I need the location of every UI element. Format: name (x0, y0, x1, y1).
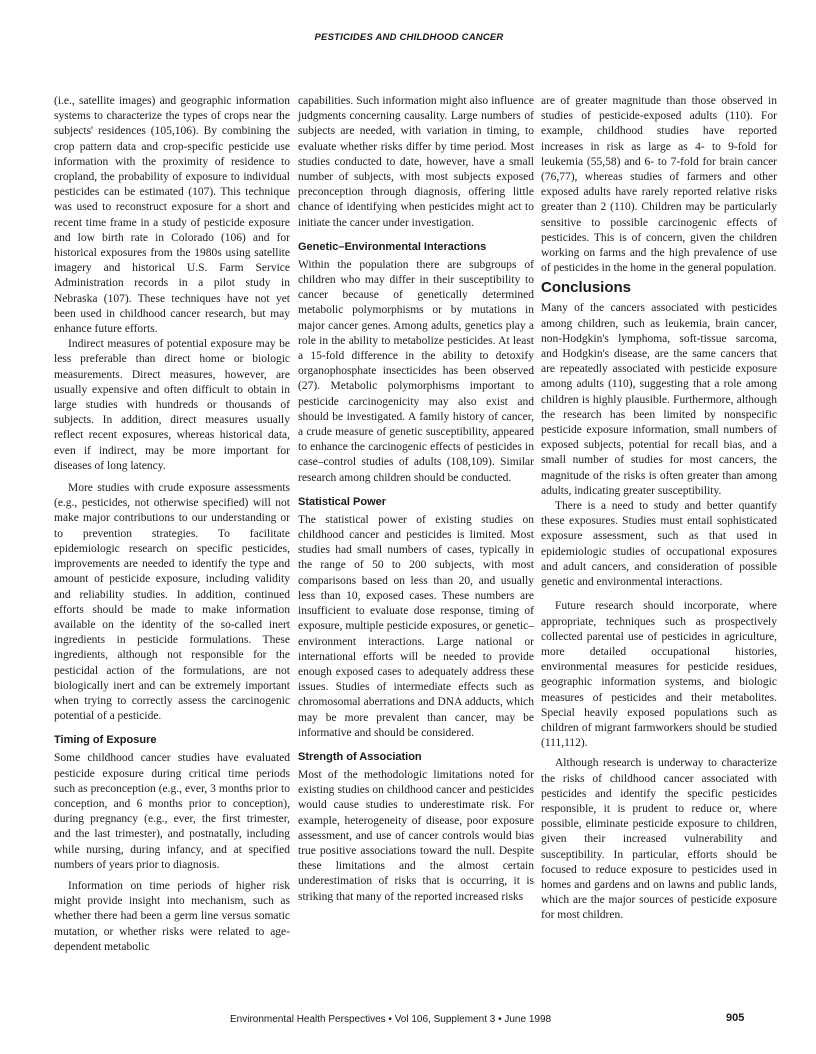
paragraph: Some childhood cancer studies have evaluated pesticide exposure during critical time periods such as preconception (e.g., ever, 3 months prior to conception, and 6 months prior to conception), during pregnancy (e.g., ever, the first trimester, and the last trimester), and postnatally, including while nursing, during infancy, and at specified numbers of years prior to diagnosis. (54, 752, 290, 871)
paragraph: Most of the methodologic limitations noted for existing studies on childhood cancer and pesticides would cause studies to underestimate risk. For example, heterogeneity of disease, poor exposure assessment, and use of cancer controls would bias true positive associations toward the null. Despite these limitations and the almost certain underestimation of risks that is occurring, it is striking that many of the reported increased risks (298, 768, 534, 903)
column-3 (541, 94, 777, 924)
column-1 (54, 94, 290, 955)
paragraph: Although research is underway to characterize the risks of childhood cancer associated with pesticides and identify the specific pesticides responsible, it is prudent to reduce or, where possible, eliminate pesticide exposure to children, given their increased vulnerability and susceptibility. In particular, efforts should be focused to reduce exposure to pesticides used in homes and gardens and on lawns and public lands, which are the major sources of pesticide exposure for most children. (541, 757, 777, 922)
paragraph: There is a need to study and better quantify these exposures. Studies must entail sophisticated exposure assessment, such as that used in epidemiologic studies of occupational exposures and adult cancers, and consideration of possible genetic and environmental interactions. (541, 500, 777, 589)
paragraph: Indirect measures of potential exposure may be less preferable than direct home or biologic measurements. Direct measures, however, are usually expensive and often difficult to obtain in large studies with hundreds or thousands of subjects. In addition, direct measures usually reflect recent exposures, whereas historical data, even if indirect, may be more important for diseases of long latency. (54, 338, 290, 472)
paragraph: capabilities. Such information might also influence judgments concerning causality. Large numbers of subjects are needed, with variation in timing, to evaluate whether risks differ by time period. Most studies conducted to date, however, have a small number of subjects, with most subjects exposed preconception through diagnosis, offering little chance of identifying when pesticides might act to initiate the cancer under investigation. (298, 95, 534, 229)
paragraph: The statistical power of existing studies on childhood cancer and pesticides is limited. Most studies had small numbers of cases, typically in the range of 50 to 200 subjects, with most comparisons based on less than 20, and usually less than 10, exposed cases. These numbers are insufficient to evaluate dose response, timing of exposure, multiple pesticide exposures, or genetic–environment interactions. Large national or international efforts will be needed to provide enough exposed cases to adequately address these issues. Studies of intermediate effects such as chromosomal aberrations and DNA adducts, which may be more prevalent than cancer, may be informative and should be considered. (298, 513, 534, 739)
paragraph: (i.e., satellite images) and geographic information systems to characterize the types of crops near the subjects' residences (105,106). By combining the crop pattern data and crop-specific pesticide use information with the proximity of residence to cropland, the probability of exposure to individual pesticides can be estimated (107). This technique was used to reconstruct exposure for a short and recent time frame in a study of pesticide exposure and low birth rate in Colorado (106) and for historical exposures from the 1980s using satellite imagery and historical U.S. Farm Service Administration records in a pilot study in Nebraska (107). These techniques have not yet been used in childhood cancer research, but may enhance future efforts. (54, 95, 290, 336)
section-heading-timing: Timing of Exposure (54, 734, 157, 747)
paragraph: Information on time periods of higher risk might provide insight into mechanism, such as whether there had been a germ line versus somatic mutation, or whether risks were related to age-dependent metabolic (54, 879, 290, 953)
paragraph: are of greater magnitude than those observed in studies of pesticide-exposed adults (110). For example, childhood studies have reported increases in risk as large as 4- to 9-fold for leukemia (55,58) and 6- to 7-fold for brain cancer (76,77), whereas studies of farmers and other exposed adults have rarely reported relative risks greater than 2 (110). Children may be particularly sensitive to possible carcinogenic effects of pesticides. This is of concern, given the children working on farms and the high prevalence of use of pesticides in the home in the general population. (541, 95, 777, 275)
paragraph: Future research should incorporate, where appropriate, techniques such as prospectively collected parental use of pesticides in agriculture, more detailed occupational histories, environmental measures for pesticide residues, geographic information systems, and biologic measures of pesticides and their metabolites. Special heavily exposed populations such as children of migrant farmworkers should be studied (111,112). (541, 600, 777, 750)
paragraph: Many of the cancers associated with pesticides among children, such as leukemia, brain cancer, non-Hodgkin's lymphoma, soft-tissue sarcoma, and Hodgkin's disease, are the same cancers that are repeatedly associated with pesticide exposure among adults (110), suggesting that a role among children is highly plausible. Furthermore, although the research has been limited by nonspecific pesticide exposure information, small numbers of exposed subjects, potential for recall bias, and a small number of studies for most cancers, the magnitude of the risks is often greater than among adults, indicating greater susceptibility. (541, 302, 777, 497)
journal-citation: Environmental Health Perspectives • Vol 106, Supplement 3 • June 1998 (230, 1014, 552, 1025)
column-2 (298, 94, 534, 905)
paragraph: More studies with crude exposure assessments (e.g., pesticides, not otherwise specified) will not make major contributions to our understanding or to prevention strategies. To facilitate epidemiologic research on specific pesticides, improvements are needed to identify the type and amount of pesticide exposure, including validity and reliability studies. In addition, continued efforts should be made to make information available on the identity of the so-called inert ingredients in pesticide formulations. These ingredients, although not responsible for the pesticidal action of the formulations, are not biologically inert and can be extremely important when trying to correctly assess the carcinogenic potential of a pesticide. (54, 482, 290, 723)
page-number: 905 (726, 1012, 745, 1024)
running-head-title: PESTICIDES AND CHILDHOOD CANCER (314, 32, 504, 43)
section-heading-power: Statistical Power (298, 495, 387, 508)
section-heading-genetic: Genetic–Environmental Interactions (298, 240, 487, 253)
section-heading-conclusions: Conclusions (541, 279, 632, 297)
section-heading-strength: Strength of Association (298, 750, 422, 763)
paragraph: Within the population there are subgroups of children who may differ in their susceptibility to cancer because of genetically determined metabolic polymorphisms or by mutations in major cancer genes. Among adults, genetics play a role in the ability to metabolize pesticides. At least a 15-fold difference in the ability to detoxify organophosphate insecticides has been observed (27). Metabolic polymorphisms important to pesticide carcinogenicity may also exist and should be investigated. A family history of cancer, a crude measure of genetic susceptibility, appeared to enhance the carcinogenic effects of pesticides in case–control studies of adults (108,109). Similar research among children should be conducted. (298, 258, 534, 484)
